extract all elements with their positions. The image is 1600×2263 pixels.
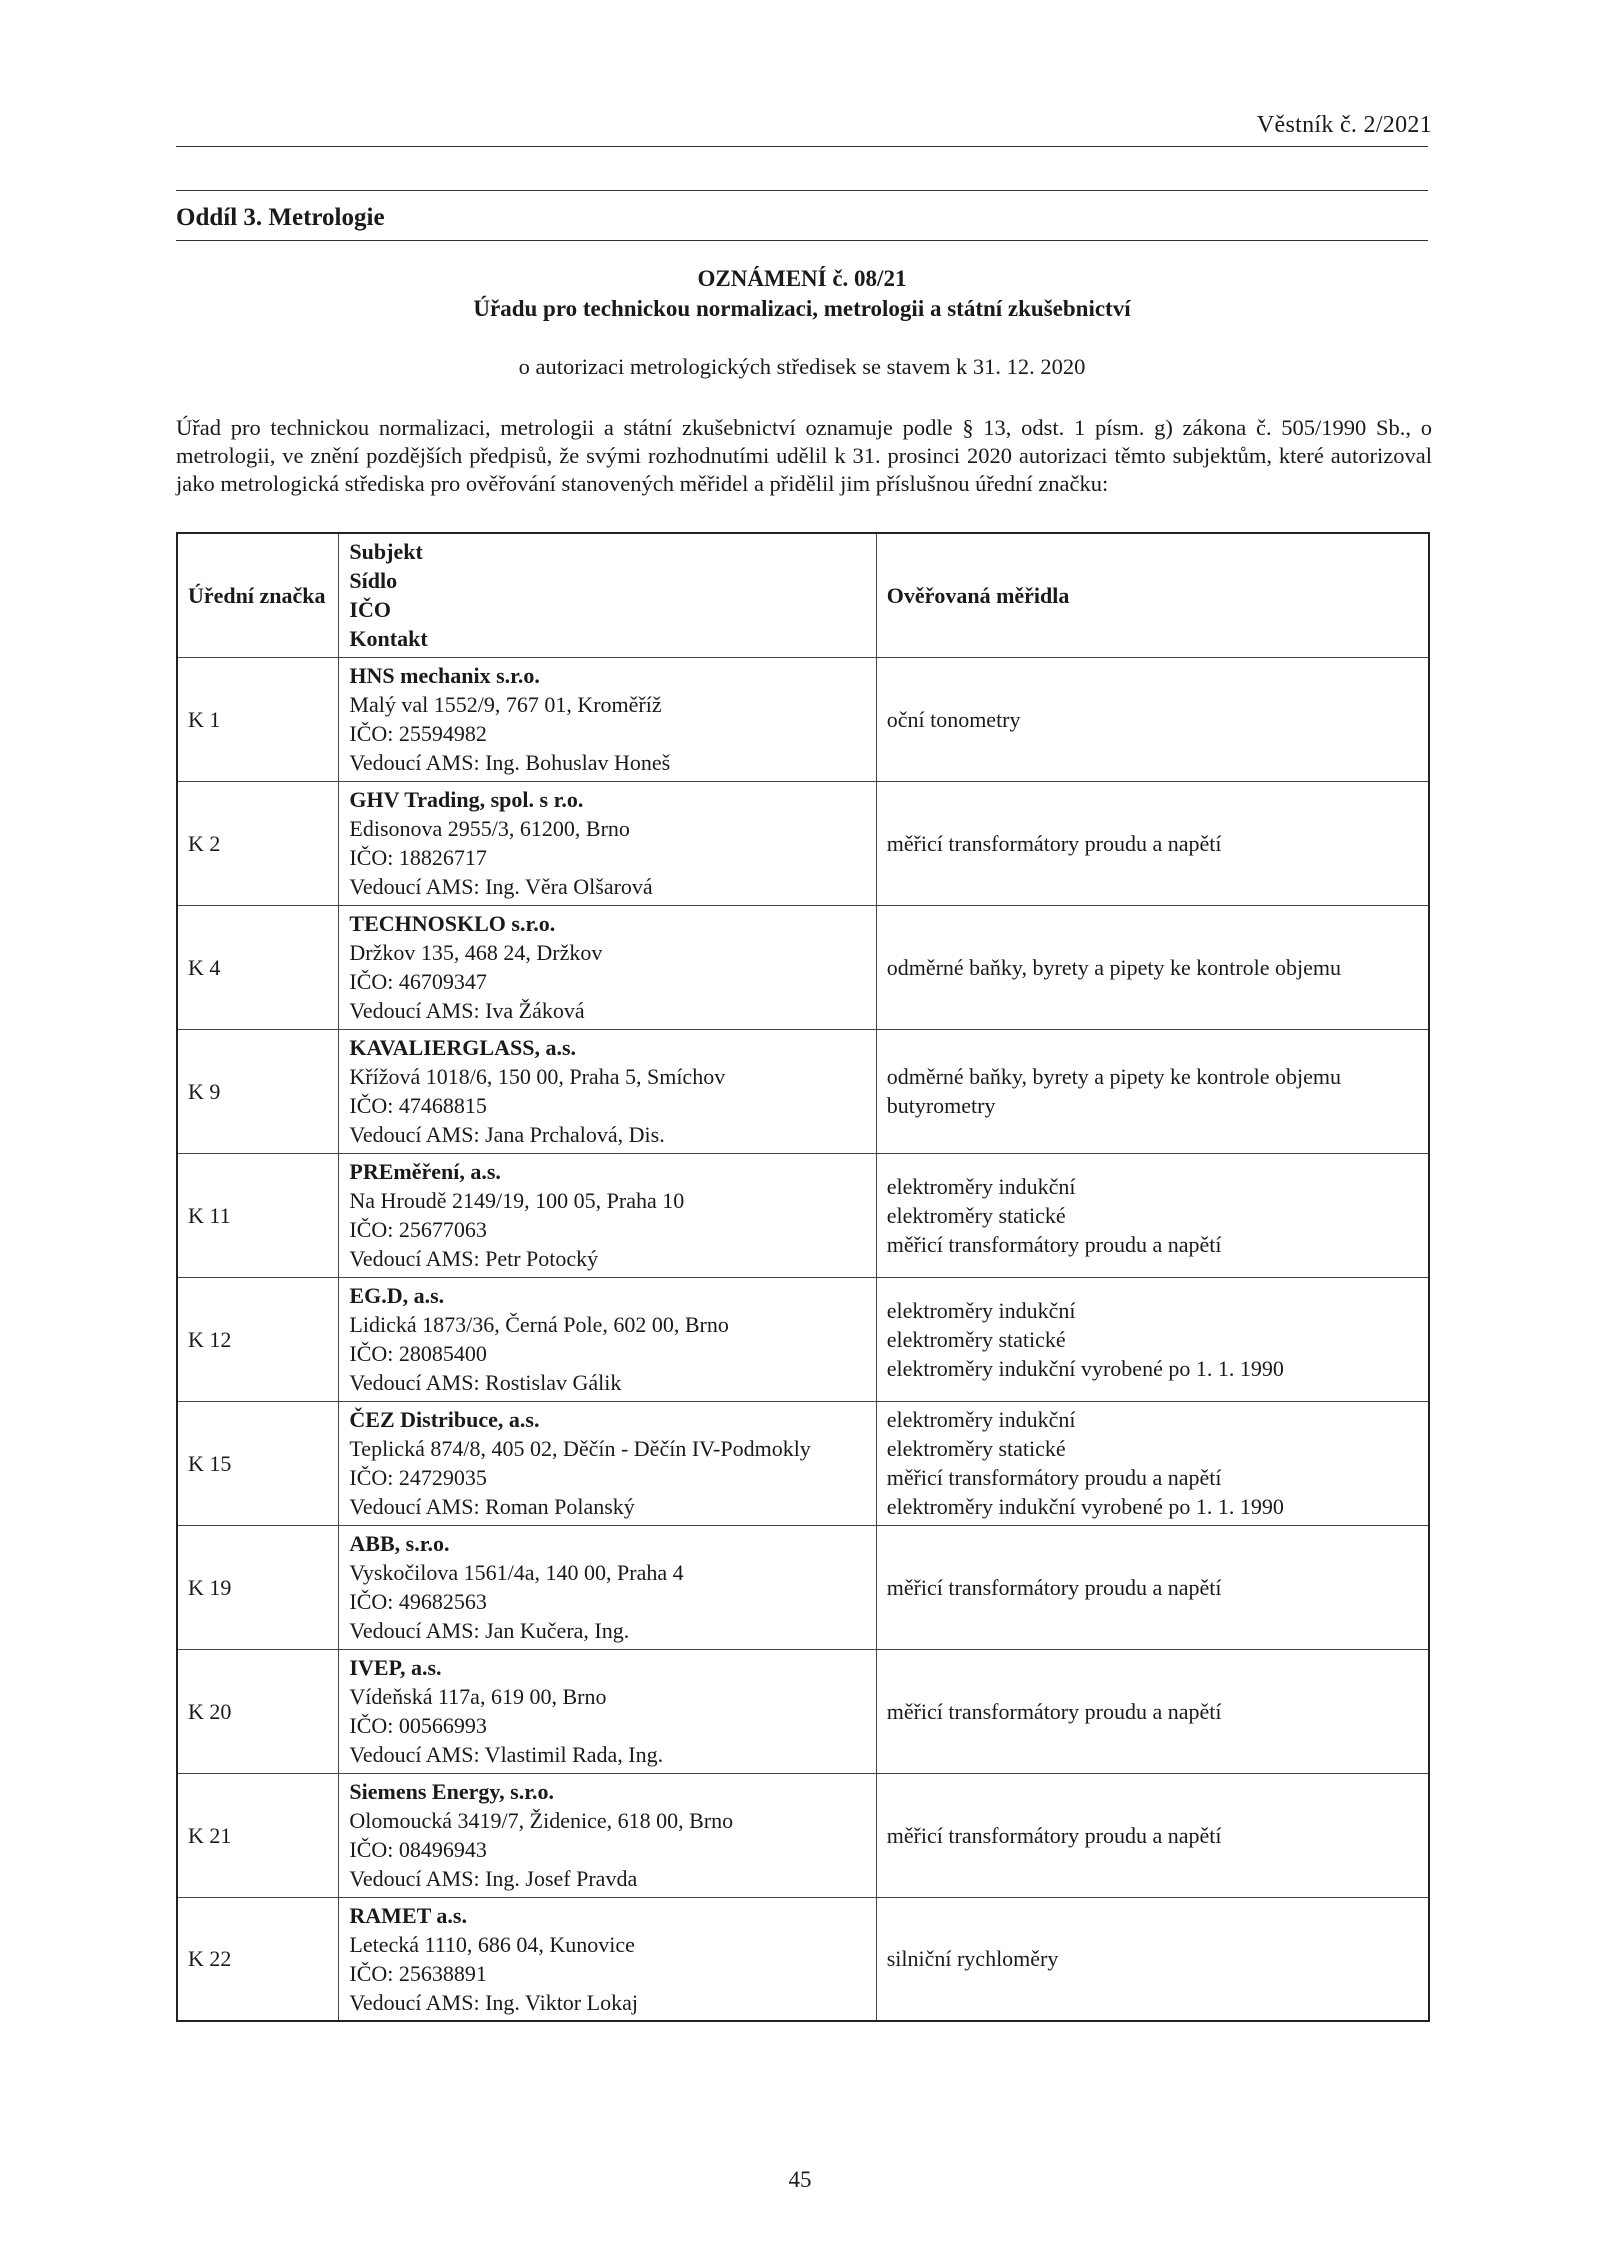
subject-address: Edisonova 2955/3, 61200, Brno [349, 816, 630, 841]
gauge-item: elektroměry indukční [886, 1297, 1076, 1323]
subject-name: TECHNOSKLO s.r.o. [349, 911, 556, 936]
subject-ico: IČO: 25594982 [349, 721, 487, 746]
row-mark: K 15 [177, 1401, 339, 1525]
table-row [177, 1649, 1429, 1773]
gauge-item: silniční rychloměry [886, 1946, 1059, 1972]
subject-name: ABB, s.r.o. [349, 1531, 450, 1556]
table-body [177, 657, 1429, 2021]
table-row [177, 1153, 1429, 1277]
row-subject [339, 1277, 876, 1401]
row-subject [339, 905, 876, 1029]
table-row [177, 1401, 1429, 1525]
subject-address: Olomoucká 3419/7, Židenice, 618 00, Brno [349, 1808, 734, 1833]
gauge-item: elektroměry indukční vyrobené po 1. 1. 1990 [886, 1355, 1284, 1381]
subject-name: PREměření, a.s. [349, 1159, 501, 1184]
table-row [177, 1525, 1429, 1649]
notice-title-number: OZNÁMENÍ č. 08/21 [697, 266, 907, 291]
row-gauges [876, 1153, 1429, 1277]
subject-ico: IČO: 08496943 [349, 1837, 487, 1862]
row-gauges [876, 1525, 1429, 1649]
notice-title [176, 264, 1428, 324]
row-mark: K 22 [177, 1897, 339, 2021]
gauge-item: elektroměry statické [886, 1202, 1066, 1228]
subject-address: Vídeňská 117a, 619 00, Brno [349, 1684, 607, 1709]
subject-ico: IČO: 46709347 [349, 969, 487, 994]
subject-address: Vyskočilova 1561/4a, 140 00, Praha 4 [349, 1560, 684, 1585]
subject-contact: Vedoucí AMS: Jana Prchalová, Dis. [349, 1122, 665, 1147]
authorization-table [176, 532, 1430, 2022]
row-gauges [876, 1773, 1429, 1897]
subject-name: GHV Trading, spol. s r.o. [349, 787, 584, 812]
row-subject [339, 1401, 876, 1525]
header-subject-line: Subjekt [349, 539, 423, 565]
subject-address: Držkov 135, 468 24, Držkov [349, 940, 603, 965]
subject-name: KAVALIERGLASS, a.s. [349, 1035, 577, 1060]
notice-subtitle: o autorizaci metrologických středisek se stavem k 31. 12. 2020 [518, 354, 1086, 379]
row-mark: K 11 [177, 1153, 339, 1277]
subject-name: Siemens Energy, s.r.o. [349, 1779, 554, 1804]
subject-contact: Vedoucí AMS: Vlastimil Rada, Ing. [349, 1742, 664, 1767]
gauge-item: měřicí transformátory proudu a napětí [886, 1822, 1222, 1848]
table-header-row [177, 533, 1429, 657]
header-subject-line: Kontakt [349, 626, 428, 652]
row-mark: K 2 [177, 781, 339, 905]
subject-contact: Vedoucí AMS: Ing. Věra Olšarová [349, 874, 653, 899]
row-mark: K 1 [177, 657, 339, 781]
header-rule [176, 146, 1428, 147]
row-subject [339, 657, 876, 781]
table-row [177, 657, 1429, 781]
gauge-item: měřicí transformátory proudu a napětí [886, 830, 1222, 856]
gauge-item: elektroměry indukční [886, 1407, 1076, 1432]
intro-paragraph: Úřad pro technickou normalizaci, metrologii a státní zkušebnictví oznamuje podle § 13, odst. 1 písm. g) zákona č. 505/1990 Sb., o metrologii, ve znění pozdějších předpisů, že svými rozhodnutími udělil k 31. prosinci 2020 autorizaci těmto subjektům, které autorizoval jako metrologická střediska pro ověřování stanovených měřidel a přidělil jim příslušnou úřední značku: [176, 415, 1432, 496]
running-head: Věstník č. 2/2021 [1256, 112, 1432, 138]
row-subject [339, 1649, 876, 1773]
header-gauges: Ověřovaná měřidla [876, 533, 1429, 657]
row-subject [339, 1029, 876, 1153]
gauge-item: měřicí transformátory proudu a napětí [886, 1698, 1222, 1724]
row-mark: K 12 [177, 1277, 339, 1401]
gauge-item: elektroměry indukční vyrobené po 1. 1. 1990 [886, 1494, 1284, 1519]
table-row [177, 781, 1429, 905]
subject-name: RAMET a.s. [349, 1902, 467, 1928]
row-gauges [876, 1029, 1429, 1153]
subject-ico: IČO: 25638891 [349, 1960, 487, 1986]
row-gauges [876, 657, 1429, 781]
row-subject [339, 1897, 876, 2021]
section-rule-top [176, 190, 1428, 191]
table-row [177, 1029, 1429, 1153]
subject-ico: IČO: 28085400 [349, 1341, 487, 1366]
row-subject [339, 1773, 876, 1897]
row-subject [339, 1525, 876, 1649]
gauge-item: elektroměry indukční [886, 1173, 1076, 1199]
header-subject-line: IČO [349, 597, 391, 623]
subject-contact: Vedoucí AMS: Iva Žáková [349, 998, 585, 1023]
row-mark: K 9 [177, 1029, 339, 1153]
gauge-item: odměrné baňky, byrety a pipety ke kontrole objemu [886, 1064, 1342, 1089]
subject-ico: IČO: 24729035 [349, 1465, 487, 1490]
header-subject-line: Sídlo [349, 568, 398, 594]
subject-contact: Vedoucí AMS: Ing. Viktor Lokaj [349, 1989, 638, 2015]
notice-title-issuer: Úřadu pro technickou normalizaci, metrologii a státní zkušebnictví [473, 296, 1131, 321]
subject-name: ČEZ Distribuce, a.s. [349, 1407, 540, 1432]
header-mark: Úřední značka [177, 533, 339, 657]
row-subject [339, 1153, 876, 1277]
row-gauges [876, 905, 1429, 1029]
gauge-item: elektroměry statické [886, 1436, 1066, 1461]
subject-contact: Vedoucí AMS: Jan Kučera, Ing. [349, 1618, 630, 1643]
gauge-item: oční tonometry [886, 706, 1021, 732]
row-gauges [876, 1277, 1429, 1401]
gauge-item: butyrometry [886, 1093, 996, 1118]
table-row [177, 905, 1429, 1029]
subject-address: Letecká 1110, 686 04, Kunovice [349, 1931, 635, 1957]
row-gauges [876, 781, 1429, 905]
page-number: 45 [788, 2167, 812, 2192]
table-row [177, 1897, 1429, 2021]
row-mark: K 19 [177, 1525, 339, 1649]
gauge-item: měřicí transformátory proudu a napětí [886, 1465, 1222, 1490]
subject-contact: Vedoucí AMS: Ing. Josef Pravda [349, 1866, 638, 1891]
subject-address: Na Hroudě 2149/19, 100 05, Praha 10 [349, 1188, 685, 1213]
subject-ico: IČO: 49682563 [349, 1589, 487, 1614]
row-gauges [876, 1649, 1429, 1773]
section-title: Oddíl 3. Metrologie [176, 204, 385, 231]
subject-name: HNS mechanix s.r.o. [349, 663, 540, 688]
row-gauges [876, 1401, 1429, 1525]
header-subject [339, 533, 876, 657]
subject-contact: Vedoucí AMS: Rostislav Gálik [349, 1370, 622, 1395]
row-subject [339, 781, 876, 905]
gauge-item: měřicí transformátory proudu a napětí [886, 1574, 1222, 1600]
subject-address: Teplická 874/8, 405 02, Děčín - Děčín IV-Podmokly [349, 1436, 811, 1461]
subject-address: Křížová 1018/6, 150 00, Praha 5, Smíchov [349, 1064, 726, 1089]
table-row [177, 1773, 1429, 1897]
subject-address: Malý val 1552/9, 767 01, Kroměříž [349, 692, 662, 717]
subject-address: Lidická 1873/36, Černá Pole, 602 00, Brno [349, 1312, 729, 1337]
subject-ico: IČO: 18826717 [349, 845, 487, 870]
row-mark: K 20 [177, 1649, 339, 1773]
subject-contact: Vedoucí AMS: Ing. Bohuslav Honeš [349, 750, 671, 775]
table-row [177, 1277, 1429, 1401]
subject-ico: IČO: 25677063 [349, 1217, 487, 1242]
subject-name: EG.D, a.s. [349, 1283, 445, 1308]
row-mark: K 4 [177, 905, 339, 1029]
subject-ico: IČO: 00566993 [349, 1713, 487, 1738]
gauge-item: měřicí transformátory proudu a napětí [886, 1231, 1222, 1257]
gauge-item: odměrné baňky, byrety a pipety ke kontrole objemu [886, 954, 1342, 980]
row-gauges [876, 1897, 1429, 2021]
section-rule-bottom [176, 240, 1428, 241]
subject-contact: Vedoucí AMS: Roman Polanský [349, 1494, 635, 1519]
subject-ico: IČO: 47468815 [349, 1093, 487, 1118]
subject-contact: Vedoucí AMS: Petr Potocký [349, 1246, 599, 1271]
row-mark: K 21 [177, 1773, 339, 1897]
subject-name: IVEP, a.s. [349, 1655, 442, 1680]
gauge-item: elektroměry statické [886, 1326, 1066, 1352]
